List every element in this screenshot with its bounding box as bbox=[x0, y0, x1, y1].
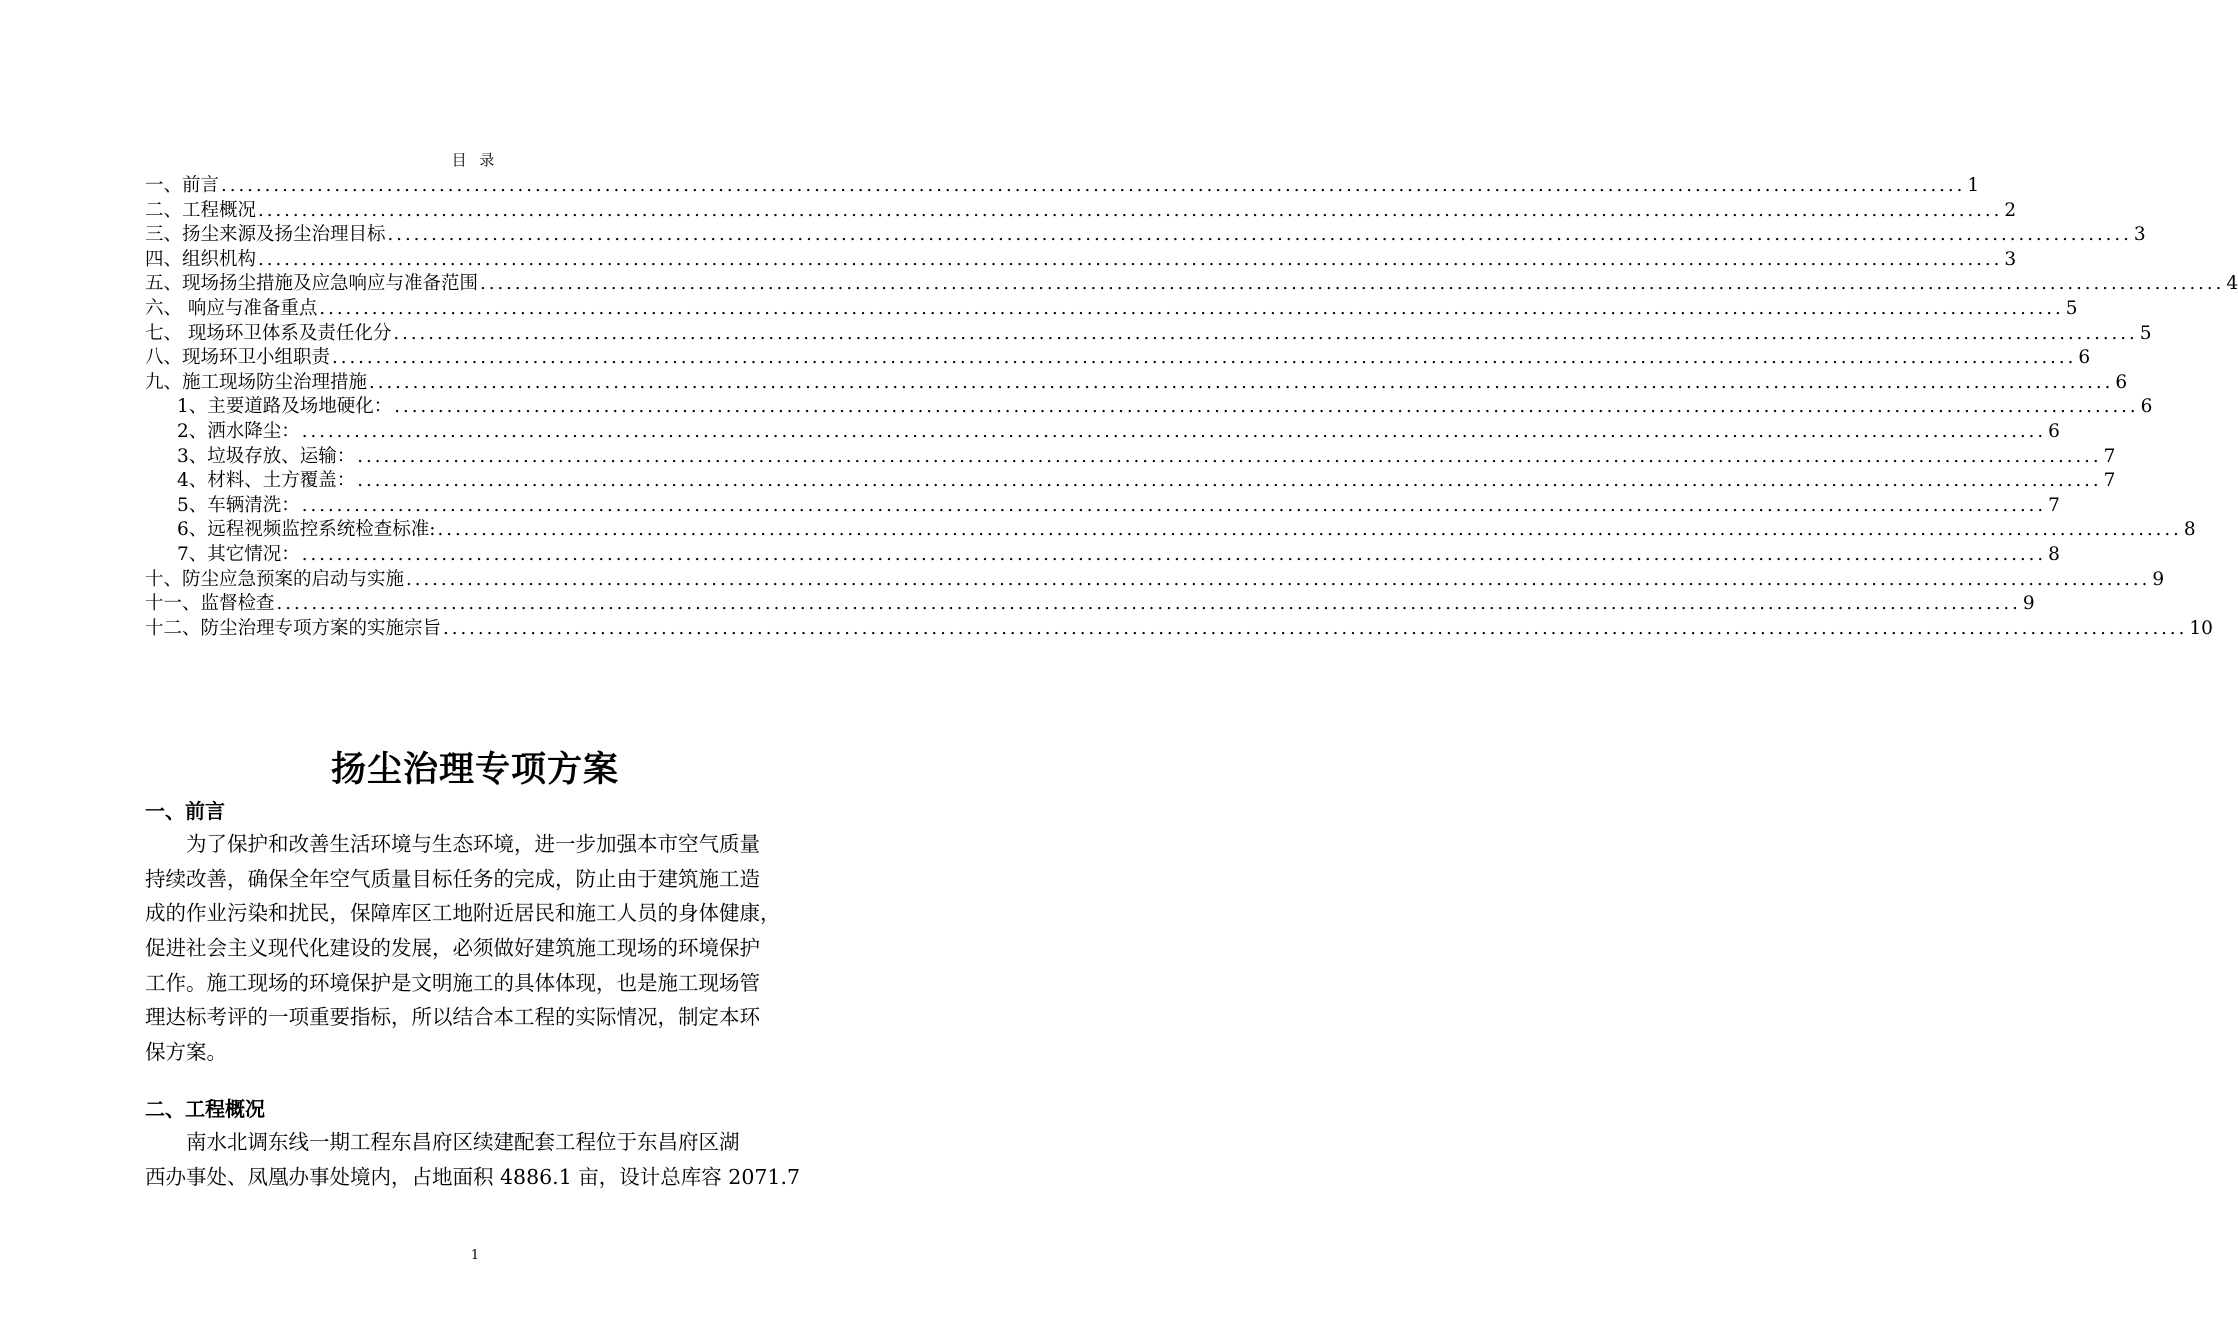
toc-entry-page: 5 bbox=[2065, 297, 2078, 319]
toc-entry[interactable] bbox=[145, 174, 1980, 199]
toc-entry-page: 8 bbox=[2048, 543, 2060, 565]
paragraph-line: 保方案。 bbox=[145, 1040, 227, 1065]
page-number: 1 bbox=[470, 1248, 480, 1263]
toc-entry[interactable] bbox=[145, 272, 2238, 297]
toc-leader-dots: ........................................................................................................................................................................................................ bbox=[393, 322, 2138, 344]
toc-leader-dots: ........................................................................................................................................................................................................ bbox=[301, 420, 2047, 442]
toc-entry[interactable] bbox=[145, 445, 2116, 470]
toc-entry-page: 2 bbox=[2004, 199, 2017, 221]
toc-entry[interactable] bbox=[145, 420, 2060, 445]
toc-entry-label: 3、垃圾存放、运输： bbox=[177, 445, 356, 467]
toc-leader-dots: ........................................................................................................................................................................................................ bbox=[258, 199, 2003, 221]
toc-entry-label: 三、扬尘来源及扬尘治理目标 bbox=[145, 224, 386, 246]
toc-leader-dots: ........................................................................................................................................................................................................ bbox=[276, 593, 2021, 615]
toc-leader-dots: ........................................................................................................................................................................................................ bbox=[437, 519, 2182, 541]
toc-leader-dots: ........................................................................................................................................................................................................ bbox=[394, 396, 2139, 418]
toc-leader-dots: ........................................................................................................................................................................................................ bbox=[332, 347, 2077, 369]
paragraph-line: 持续改善，确保全年空气质量目标任务的完成，防止由于建筑施工造 bbox=[145, 866, 760, 891]
toc-leader-dots: ........................................................................................................................................................................................................ bbox=[357, 470, 2102, 492]
paragraph-line: 南水北调东线一期工程东昌府区续建配套工程位于东昌府区湖 bbox=[145, 1130, 740, 1154]
toc-entry-label: 一、前言 bbox=[145, 175, 220, 196]
toc-entry-page: 4 bbox=[2226, 273, 2238, 295]
toc-entry-page: 3 bbox=[2133, 224, 2146, 246]
toc-entry-label: 十、防尘应急预案的启动与实施 bbox=[145, 568, 405, 590]
toc-entry[interactable] bbox=[145, 469, 2116, 494]
toc-entry[interactable] bbox=[145, 371, 2128, 396]
toc-entry-page: 8 bbox=[2183, 519, 2196, 541]
paragraph-line: 西办事处、凤凰办事处境内，占地面积 4886.1 亩，设计总库容 2071.7 bbox=[145, 1164, 801, 1189]
document-title: 扬尘治理专项方案 bbox=[330, 750, 619, 790]
toc-leader-dots: ........................................................................................................................................................................................................ bbox=[319, 297, 2064, 319]
toc-entry-label: 九、施工现场防尘治理措施 bbox=[145, 371, 368, 393]
toc-leader-dots: ........................................................................................................................................................................................................ bbox=[369, 371, 2114, 393]
toc-leader-dots: ........................................................................................................................................................................................................ bbox=[406, 568, 2151, 590]
toc-entry-page: 6 bbox=[2140, 396, 2153, 418]
toc-leader-dots: ........................................................................................................................................................................................................ bbox=[357, 445, 2102, 467]
toc-entry[interactable] bbox=[145, 395, 2153, 420]
toc-entry-label: 六、 响应与准备重点 bbox=[145, 297, 318, 319]
toc-entry-label: 十二、防尘治理专项方案的实施宗旨 bbox=[145, 617, 442, 639]
toc-leader-dots: ........................................................................................................................................................................................................ bbox=[221, 175, 1966, 196]
toc-entry-page: 1 bbox=[1967, 175, 1980, 196]
section-heading-preface: 一、前言 bbox=[145, 799, 225, 823]
toc-entry[interactable] bbox=[145, 322, 2152, 347]
toc-entry-page: 7 bbox=[2048, 494, 2060, 516]
toc-leader-dots: ........................................................................................................................................................................................................ bbox=[301, 543, 2047, 565]
paragraph-line: 促进社会主义现代化建设的发展，必须做好建筑施工现场的环境保护 bbox=[145, 936, 760, 961]
toc-entry[interactable] bbox=[145, 248, 2017, 273]
paragraph-line: 为了保护和改善生活环境与生态环境，进一步加强本市空气质量 bbox=[145, 832, 760, 856]
toc-entry-page: 9 bbox=[2152, 568, 2165, 590]
toc-entry[interactable] bbox=[145, 568, 2165, 593]
toc-entry-page: 6 bbox=[2078, 347, 2091, 369]
toc-leader-dots: ........................................................................................................................................................................................................ bbox=[387, 224, 2132, 246]
toc-entry-label: 七、 现场环卫体系及责任化分 bbox=[145, 322, 392, 344]
overview-paragraph bbox=[145, 1125, 810, 1194]
toc-entry[interactable] bbox=[145, 543, 2060, 568]
table-of-contents bbox=[145, 174, 2238, 641]
toc-entry-label: 四、组织机构 bbox=[145, 248, 257, 270]
section-heading-overview: 二、工程概况 bbox=[145, 1097, 265, 1121]
toc-entry-page: 7 bbox=[2103, 445, 2116, 467]
toc-entry[interactable] bbox=[145, 223, 2146, 248]
toc-entry-page: 9 bbox=[2022, 593, 2035, 615]
toc-entry-page: 7 bbox=[2103, 470, 2116, 492]
toc-entry-page: 6 bbox=[2115, 371, 2128, 393]
toc-entry[interactable] bbox=[145, 346, 2091, 371]
toc-entry[interactable] bbox=[145, 592, 2035, 617]
toc-entry-label: 7、其它情况： bbox=[177, 543, 300, 565]
toc-leader-dots: ........................................................................................................................................................................................................ bbox=[301, 494, 2047, 516]
toc-entry-page: 6 bbox=[2048, 420, 2060, 442]
toc-leader-dots: ........................................................................................................................................................................................................ bbox=[258, 248, 2003, 270]
toc-entry-label: 5、车辆清洗： bbox=[177, 494, 300, 516]
toc-entry-label: 1、主要道路及场地硬化： bbox=[177, 396, 393, 418]
toc-entry[interactable] bbox=[145, 494, 2060, 519]
toc-entry-page: 5 bbox=[2139, 322, 2152, 344]
toc-entry[interactable] bbox=[145, 199, 2017, 224]
toc-heading: 目 录 bbox=[451, 151, 499, 169]
preface-paragraph bbox=[145, 827, 810, 1070]
toc-entry[interactable] bbox=[145, 617, 2213, 642]
toc-entry-label: 五、现场扬尘措施及应急响应与准备范围 bbox=[145, 273, 479, 295]
paragraph-line: 理达标考评的一项重要指标，所以结合本工程的实际情况，制定本环 bbox=[145, 1005, 760, 1030]
paragraph-line: 成的作业污染和扰民，保障库区工地附近居民和施工人员的身体健康， bbox=[145, 901, 781, 926]
toc-entry-label: 二、工程概况 bbox=[145, 199, 257, 221]
toc-entry-label: 十一、监督检查 bbox=[145, 593, 275, 615]
toc-leader-dots: ........................................................................................................................................................................................................ bbox=[443, 617, 2188, 639]
toc-entry-label: 八、现场环卫小组职责 bbox=[145, 347, 331, 369]
toc-leader-dots: ........................................................................................................................................................................................................ bbox=[480, 273, 2225, 295]
toc-entry[interactable] bbox=[145, 297, 2078, 322]
toc-entry-page: 3 bbox=[2004, 248, 2017, 270]
toc-entry-label: 6、远程视频监控系统检查标准: bbox=[177, 519, 436, 541]
toc-entry-label: 2、洒水降尘： bbox=[177, 420, 300, 442]
toc-entry[interactable] bbox=[145, 518, 2196, 543]
toc-entry-label: 4、材料、土方覆盖： bbox=[177, 470, 356, 492]
toc-entry-page: 10 bbox=[2189, 617, 2213, 639]
paragraph-line: 工作。施工现场的环境保护是文明施工的具体体现，也是施工现场管 bbox=[145, 970, 760, 995]
